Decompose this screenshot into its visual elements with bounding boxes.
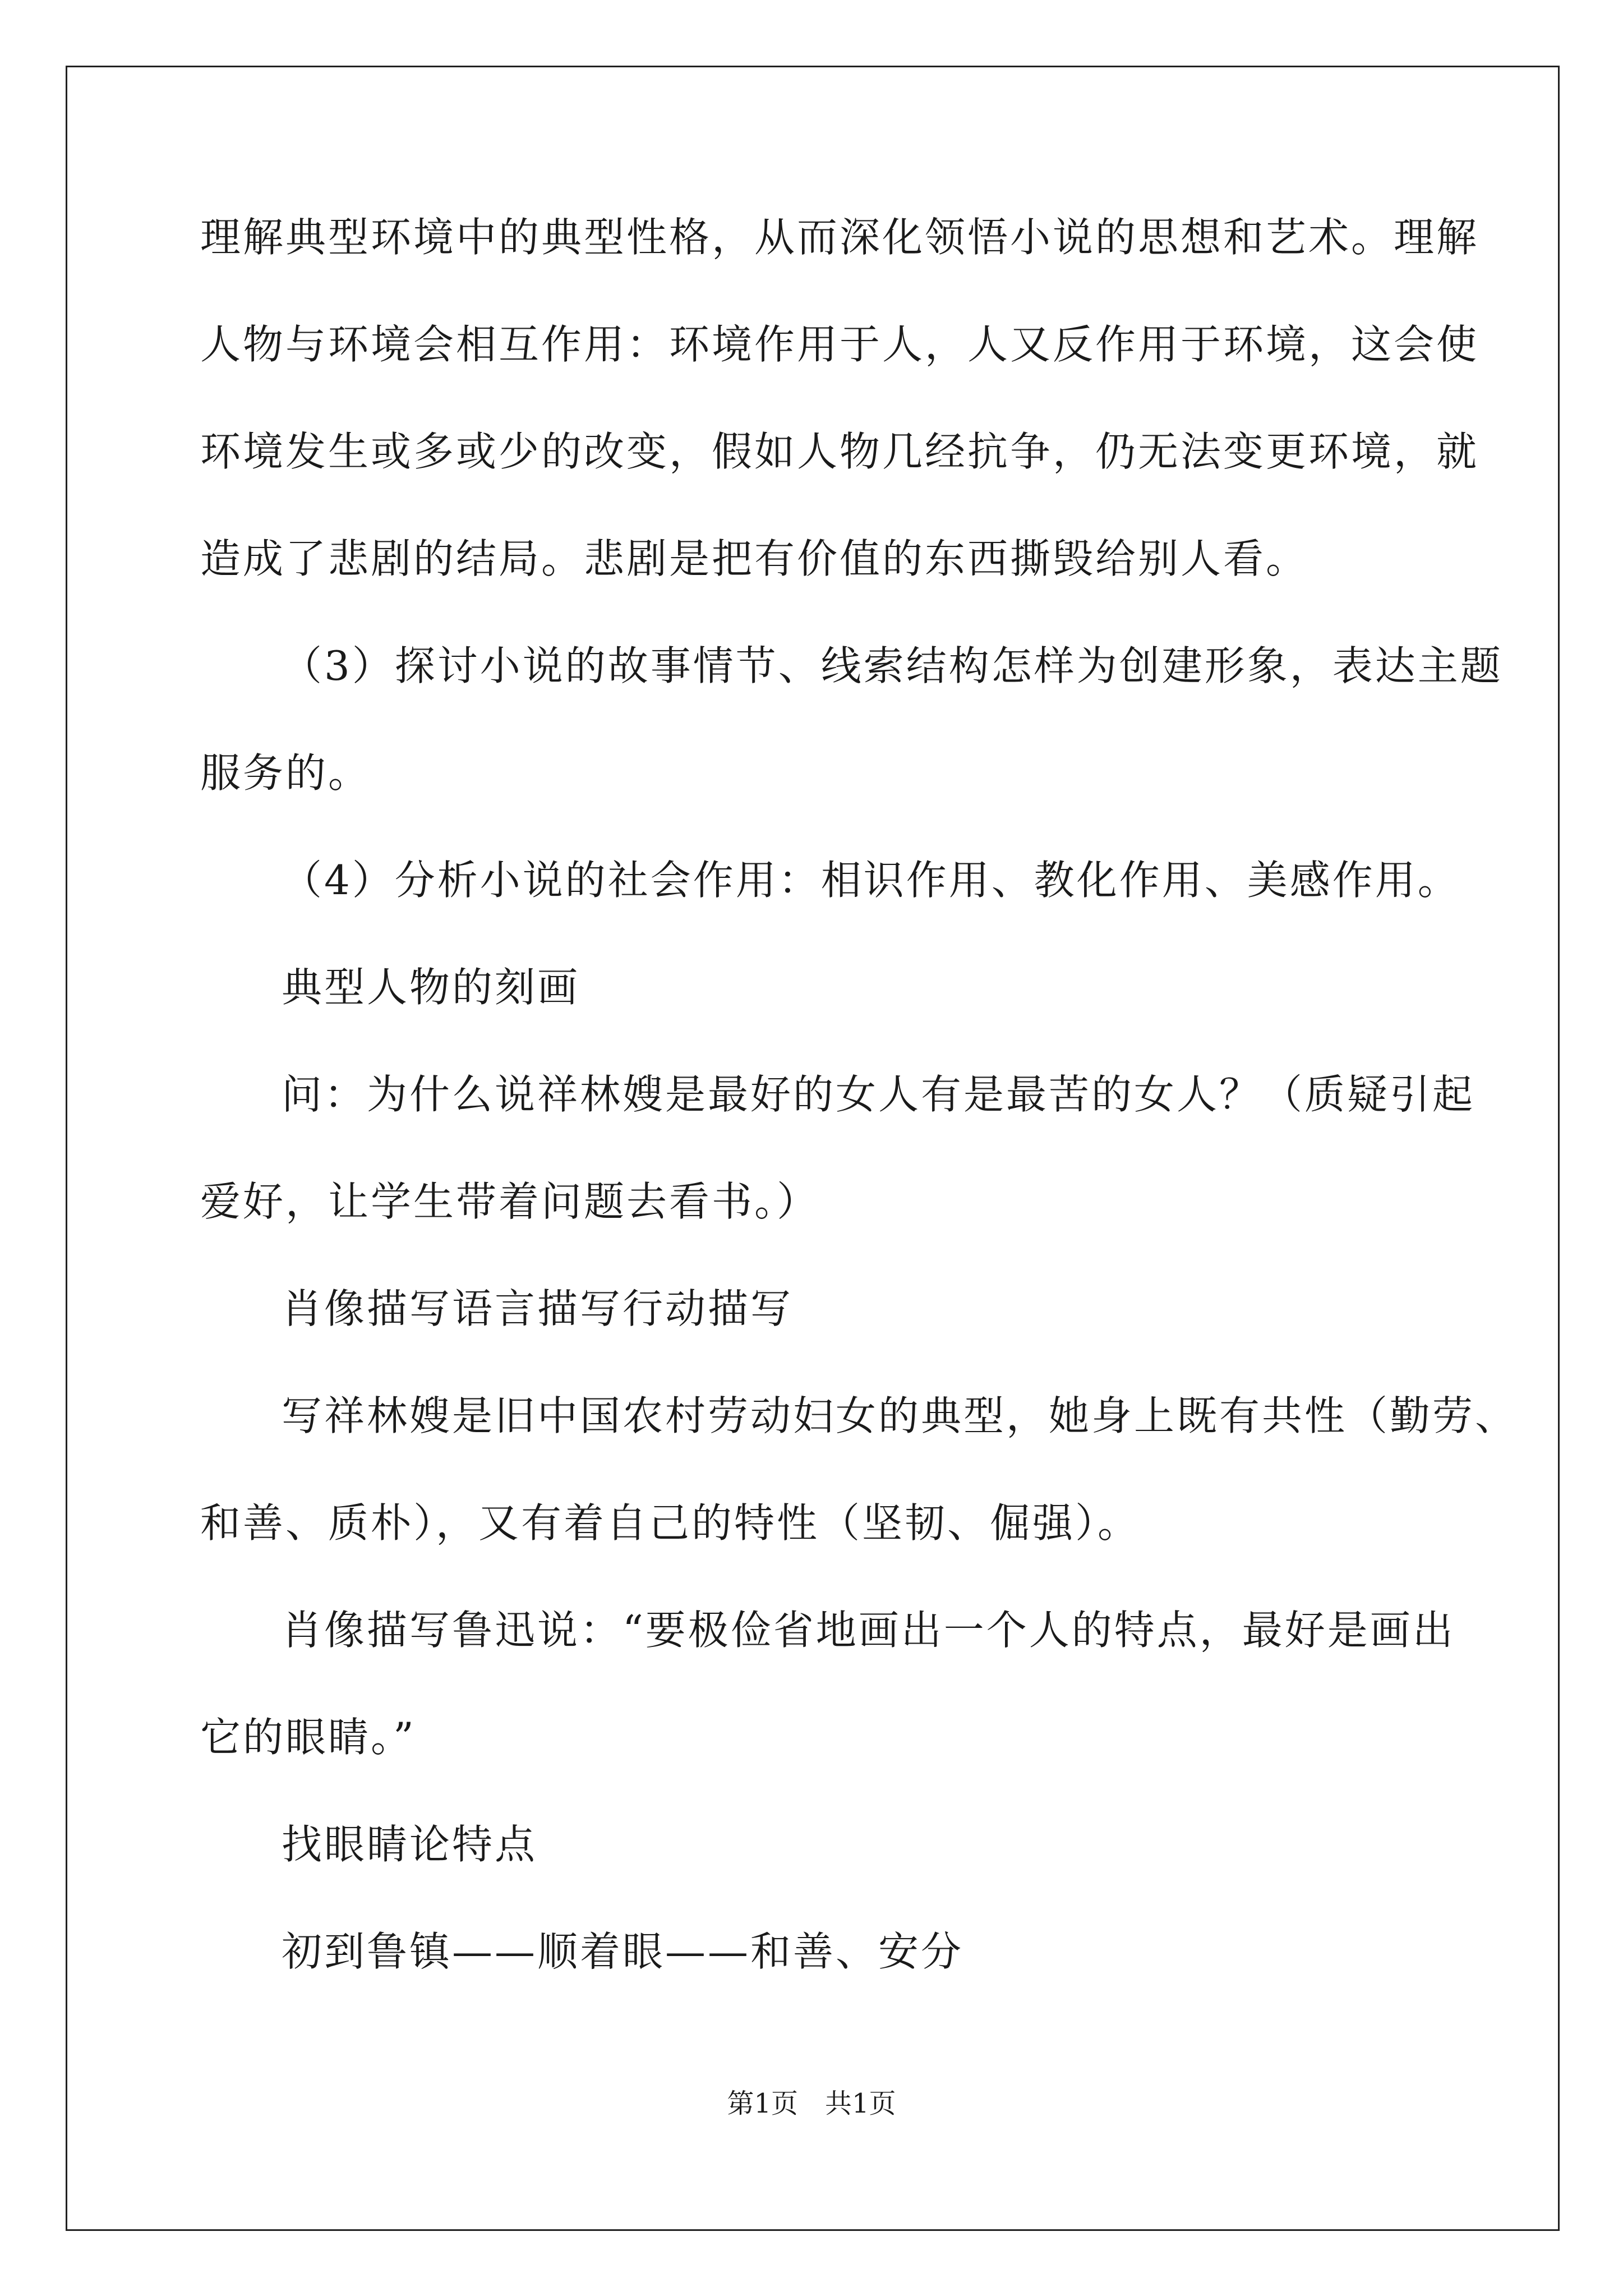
text-line: 初到鲁镇——顺着眼——和善、安分	[282, 1928, 964, 1975]
text-line: 造成了悲剧的结局。悲剧是把有价值的东西撕毁给别人看。	[200, 535, 1309, 582]
text-line: 肖像描写语言描写行动描写	[282, 1285, 794, 1332]
text-line: 写祥林嫂是旧中国农村劳动妇女的典型，她身上既有共性（勤劳、	[282, 1392, 1518, 1439]
text-line: 爱好，让学生带着问题去看书。）	[200, 1178, 820, 1225]
text-line: 人物与环境会相互作用：环境作用于人，人又反作用于环境，这会使	[200, 321, 1479, 368]
text-line: 它的眼睛。”	[200, 1714, 416, 1761]
page-border	[66, 66, 1560, 2231]
page-number-footer: 第1页 共1页	[727, 2088, 896, 2119]
text-line: 肖像描写鲁迅说：“要极俭省地画出一个人的特点，最好是画出	[282, 1607, 1455, 1654]
text-line: 和善、质朴），又有着自己的特性（坚韧、倔强）。	[200, 1499, 1141, 1547]
text-line: 环境发生或多或少的改变，假如人物几经抗争，仍无法变更环境，就	[200, 428, 1479, 475]
text-line: 问：为什么说祥林嫂是最好的女人有是最苦的女人？（质疑引起	[282, 1071, 1476, 1118]
text-line: （3）探讨小说的故事情节、线索结构怎样为创建形象，表达主题	[282, 642, 1503, 689]
text-line: （4）分析小说的社会作用：相识作用、教化作用、美感作用。	[282, 857, 1460, 904]
text-line: 服务的。	[200, 749, 371, 797]
text-line: 理解典型环境中的典型性格，从而深化领悟小说的思想和艺术。理解	[200, 214, 1479, 261]
section-heading: 典型人物的刻画	[282, 964, 580, 1011]
text-line: 找眼睛论特点	[282, 1821, 538, 1868]
